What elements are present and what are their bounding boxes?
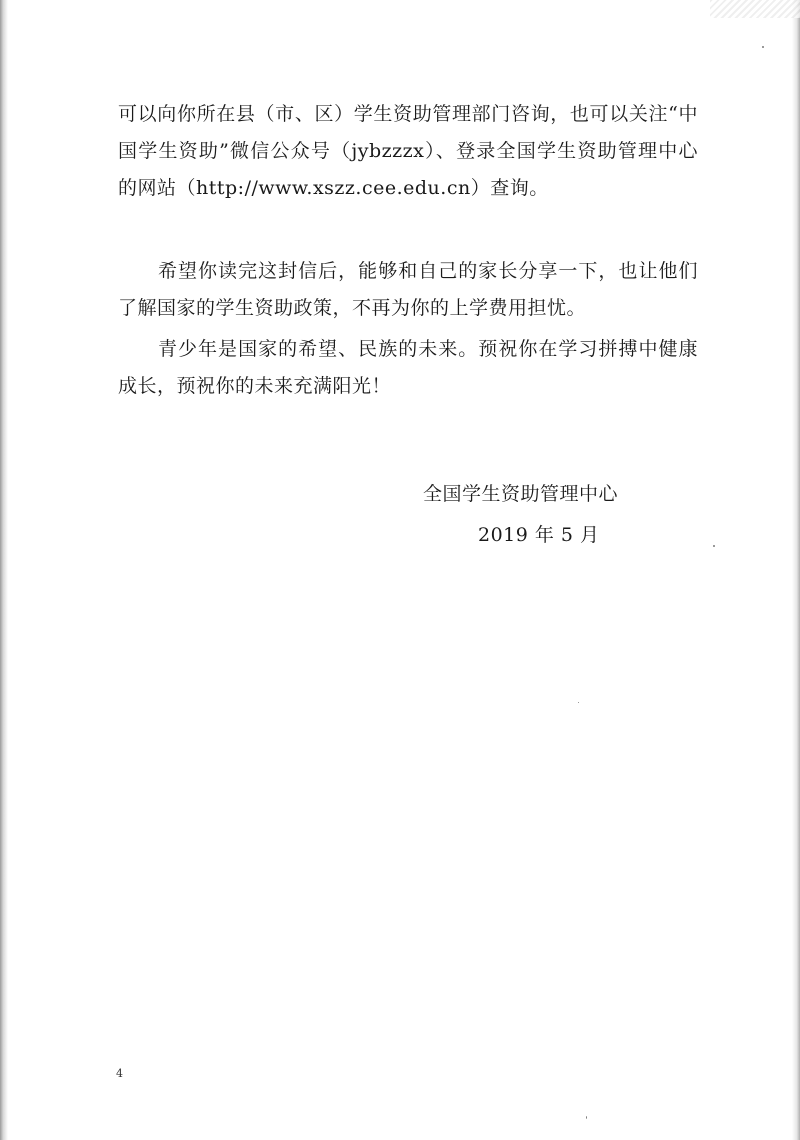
scan-speck [762,46,764,48]
scan-speck [713,545,715,547]
letter-paragraph-3: 青少年是国家的希望、民族的未来。预祝你在学习拼搏中健康成长，预祝你的未来充满阳光！ [118,338,698,397]
letter-paragraph-2: 希望你读完这封信后，能够和自己的家长分享一下，也让他们了解国家的学生资助政策，不再为你的上学费用担忧。 [118,260,698,319]
page-number: 4 [116,1067,123,1080]
scan-speck [578,702,579,703]
scan-edge-right [792,0,800,1140]
scan-speck [586,1116,587,1119]
scan-corner-artifact [710,0,800,18]
letter-paragraph-1: 可以向你所在县（市、区）学生资助管理部门咨询，也可以关注“中国学生资助”微信公众号（jybzzzx）、登录全国学生资助管理中心的网站（http://www.xszz.cee.edu.cn）查询。 [118,103,698,199]
signature-organization: 全国学生资助管理中心 [423,483,619,505]
signature-date: 2019 年 5 月 [478,524,600,546]
scan-edge-left [0,0,8,1140]
